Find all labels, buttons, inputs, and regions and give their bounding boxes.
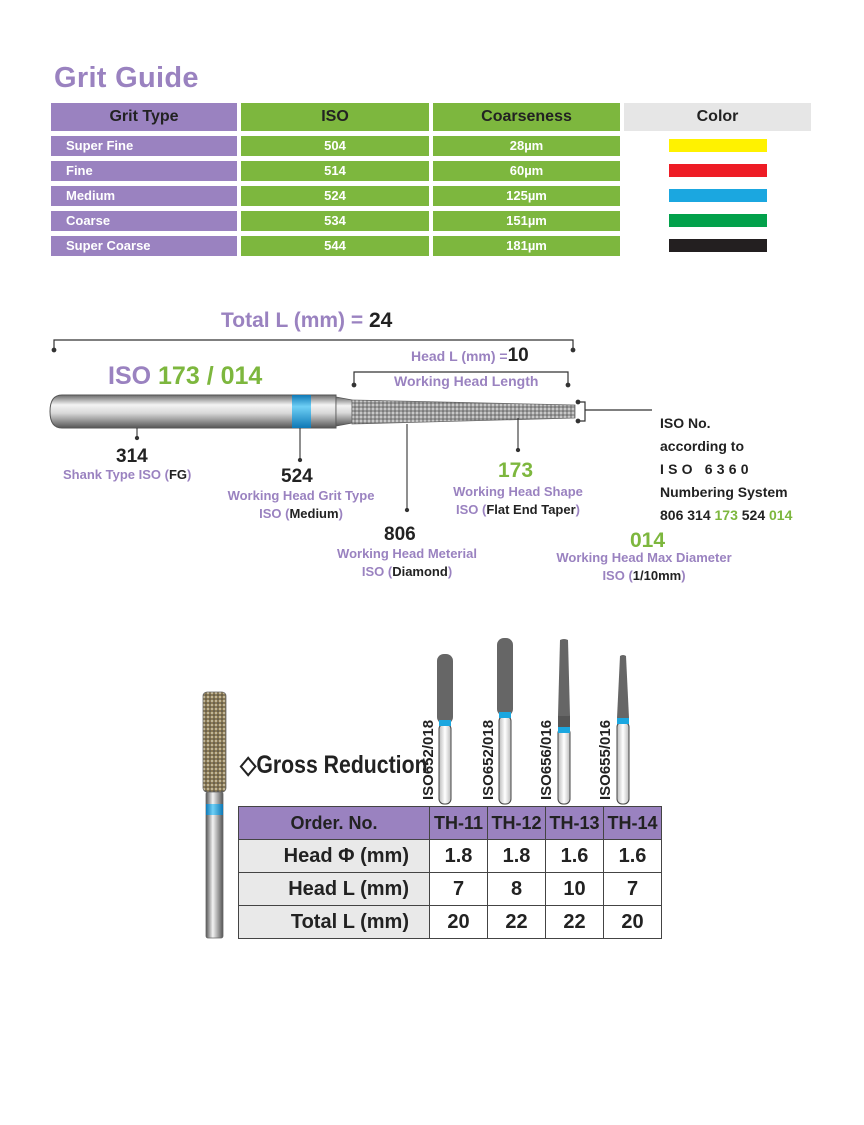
iso-cell: 504 <box>241 136 429 156</box>
iso-cell: 524 <box>241 186 429 206</box>
header-grit-type: Grit Type <box>51 103 237 131</box>
order-no-header: Order. No. <box>239 807 430 840</box>
iso-label-th11: ISO652/018 <box>420 719 437 800</box>
bur-shank <box>50 395 352 428</box>
grit-color-swatch <box>669 214 767 227</box>
grit-label: Working Head Grit Type ISO (Medium) <box>227 488 375 521</box>
cell: 20 <box>604 906 662 939</box>
grit-guide-title: Grit Guide <box>54 62 199 94</box>
head-length-label: Head L (mm) =10 <box>411 345 529 366</box>
iso-cell: 544 <box>241 236 429 256</box>
material-number: 806 <box>384 524 416 545</box>
header-coarseness: Coarseness <box>433 103 620 131</box>
spec-row-total-length <box>239 906 662 939</box>
shape-number: 173 <box>498 459 534 482</box>
coarseness-cell: 28µm <box>433 136 620 156</box>
iso-label-th14: ISO655/016 <box>597 719 614 800</box>
grit-type-cell: Fine <box>51 161 237 181</box>
total-length-label: Total L (mm) = 24 <box>221 309 393 332</box>
bur-shape-th12 <box>497 638 513 804</box>
header-color: Color <box>624 103 811 131</box>
iso-numbering-note: ISO No. according to ISO 6360 Numbering System 806 314 173 524 014 <box>660 415 793 523</box>
iso-cell: 514 <box>241 161 429 181</box>
iso-label-th13: ISO656/016 <box>538 719 555 800</box>
order-th14: TH-14 <box>604 807 662 840</box>
cell: 1.6 <box>546 840 604 873</box>
header-iso: ISO <box>241 103 429 131</box>
working-head-length-label: Working Head Length <box>394 373 539 389</box>
shape-label: Working Head Shape ISO (Flat End Taper) <box>453 484 583 517</box>
cell: 1.8 <box>430 840 488 873</box>
diameter-bracket <box>576 400 652 423</box>
gross-reduction-title: ◇Gross Reduction <box>240 751 428 779</box>
iso-code-title: ISO 173 / 014 <box>108 362 263 390</box>
spec-row-head-diameter <box>239 840 662 873</box>
bur-working-head <box>352 400 575 424</box>
grit-type-cell: Super Coarse <box>51 236 237 256</box>
row-label: Head Φ (mm) <box>239 840 430 873</box>
order-th12: TH-12 <box>488 807 546 840</box>
cell: 8 <box>488 873 546 906</box>
grit-number: 524 <box>281 466 313 487</box>
iso-cell: 534 <box>241 211 429 231</box>
bur-shape-th11 <box>437 654 453 804</box>
cell: 22 <box>488 906 546 939</box>
diameter-label: Working Head Max Diameter ISO (1/10mm) <box>556 550 732 583</box>
spec-header-row <box>239 807 662 840</box>
cell: 1.8 <box>488 840 546 873</box>
cell: 10 <box>546 873 604 906</box>
coarseness-cell: 151µm <box>433 211 620 231</box>
coarseness-cell: 181µm <box>433 236 620 256</box>
grit-type-cell: Coarse <box>51 211 237 231</box>
grit-color-swatch <box>669 164 767 177</box>
cell: 22 <box>546 906 604 939</box>
spec-row-head-length <box>239 873 662 906</box>
grit-color-band <box>292 395 311 428</box>
grit-color-swatch <box>669 189 767 202</box>
grit-type-cell: Super Fine <box>51 136 237 156</box>
coarseness-cell: 125µm <box>433 186 620 206</box>
spec-table <box>238 806 662 939</box>
cell: 7 <box>430 873 488 906</box>
cell: 7 <box>604 873 662 906</box>
material-label: Working Head Meterial ISO (Diamond) <box>337 546 477 579</box>
shank-label: Shank Type ISO (FG) <box>63 467 192 482</box>
cell: 20 <box>430 906 488 939</box>
shank-number: 314 <box>116 446 148 467</box>
cell: 1.6 <box>604 840 662 873</box>
order-th11: TH-11 <box>430 807 488 840</box>
bur-shape-th14 <box>617 655 629 804</box>
row-label: Total L (mm) <box>239 906 430 939</box>
iso-label-th12: ISO652/018 <box>480 719 497 800</box>
grit-color-swatch <box>669 239 767 252</box>
row-label: Head L (mm) <box>239 873 430 906</box>
grit-type-cell: Medium <box>51 186 237 206</box>
bur-photo-cylinder <box>195 688 235 944</box>
grit-color-swatch <box>669 139 767 152</box>
diameter-number: 014 <box>630 529 666 552</box>
order-th13: TH-13 <box>546 807 604 840</box>
bur-shape-th13 <box>558 639 570 804</box>
coarseness-cell: 60µm <box>433 161 620 181</box>
